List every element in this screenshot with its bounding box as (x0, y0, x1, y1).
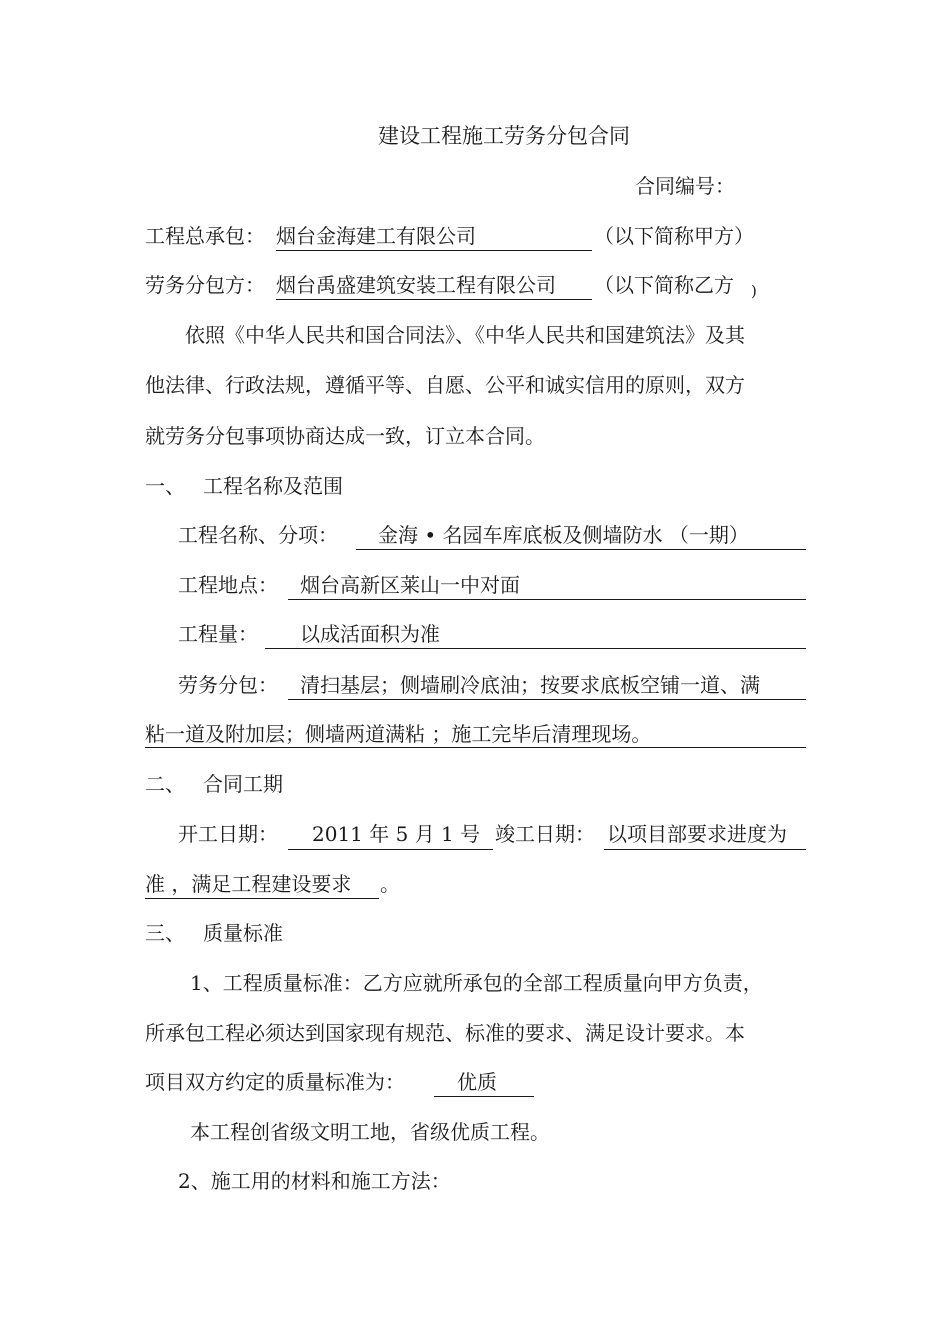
end-date-underline (604, 849, 806, 850)
labor-scope-underline-2 (145, 747, 806, 748)
section-1-number: 一、 (145, 474, 185, 498)
end-date-underline-2 (145, 898, 379, 899)
section-2-title: 合同工期 (203, 772, 283, 796)
labor-scope-value-2: 粘一道及附加层；侧墙两道满粘 ；施工完毕后清理现场。 (145, 722, 652, 746)
section-1-title: 工程名称及范围 (203, 474, 343, 498)
project-name-label: 工程名称、分项： (178, 523, 338, 547)
quality-line-1: 1、工程质量标准：乙方应就所承包的全部工程质量向甲方负责， (190, 971, 763, 995)
section-3-number: 三、 (145, 921, 185, 945)
project-quantity-value: 以成活面积为准 (300, 622, 440, 646)
project-quantity-label: 工程量： (178, 622, 258, 646)
section-2-number: 二、 (145, 772, 185, 796)
quality-standard-underline (434, 1096, 534, 1097)
party-a-value: 烟台金海建工有限公司 (276, 224, 476, 248)
quality-standard-value: 优质 (457, 1070, 497, 1094)
project-location-label: 工程地点： (178, 573, 278, 597)
project-name-value: 金海 • 名园车库底板及侧墙防水 （一期） (378, 523, 749, 547)
party-a-suffix: （以下简称甲方） (594, 224, 754, 248)
party-b-suffix: （以下简称乙方 (594, 273, 734, 297)
project-name-underline (356, 549, 806, 550)
party-b-close-paren: ) (751, 282, 757, 300)
labor-scope-label: 劳务分包： (178, 673, 278, 697)
document-title: 建设工程施工劳务分包合同 (378, 124, 630, 148)
end-date-label: 竣工日期： (495, 822, 595, 846)
project-location-value: 烟台高新区莱山一中对面 (300, 573, 520, 597)
intro-line-3: 就劳务分包事项协商达成一致，订立本合同。 (145, 424, 545, 448)
party-b-value: 烟台禹盛建筑安装工程有限公司 (276, 273, 556, 297)
start-date-label: 开工日期： (178, 822, 278, 846)
intro-line-1: 依照《中华人民共和国合同法》、《中华人民共和国建筑法》及其 (185, 323, 745, 347)
civilized-site-line: 本工程创省级文明工地，省级优质工程。 (190, 1120, 550, 1144)
party-b-label: 劳务分包方： (145, 273, 265, 297)
party-b-underline (276, 299, 592, 300)
party-a-label: 工程总承包： (145, 224, 265, 248)
party-a-underline (276, 250, 592, 251)
end-date-period: 。 (380, 872, 400, 896)
project-location-underline (288, 599, 806, 600)
labor-scope-underline-1 (288, 699, 806, 700)
section-3-title: 质量标准 (203, 921, 283, 945)
start-date-underline (288, 849, 493, 850)
materials-heading: 2、施工用的材料和施工方法： (178, 1169, 451, 1193)
end-date-value-2: 准 ，满足工程建设要求 (145, 872, 352, 896)
intro-line-2: 他法律、行政法规，遵循平等、自愿、公平和诚实信用的原则，双方 (145, 373, 745, 397)
quality-line-2: 所承包工程必须达到国家现有规范、标准的要求、满足设计要求。本 (145, 1021, 745, 1045)
project-quantity-underline (265, 648, 806, 649)
labor-scope-value-1: 清扫基层；侧墙刷冷底油；按要求底板空铺一道、满 (300, 673, 760, 697)
end-date-value: 以项目部要求进度为 (607, 822, 787, 846)
quality-standard-label: 项目双方约定的质量标准为： (145, 1070, 405, 1094)
contract-number-label: 合同编号： (635, 174, 735, 198)
start-date-value: 2011 年 5 月 1 号 (312, 822, 481, 846)
